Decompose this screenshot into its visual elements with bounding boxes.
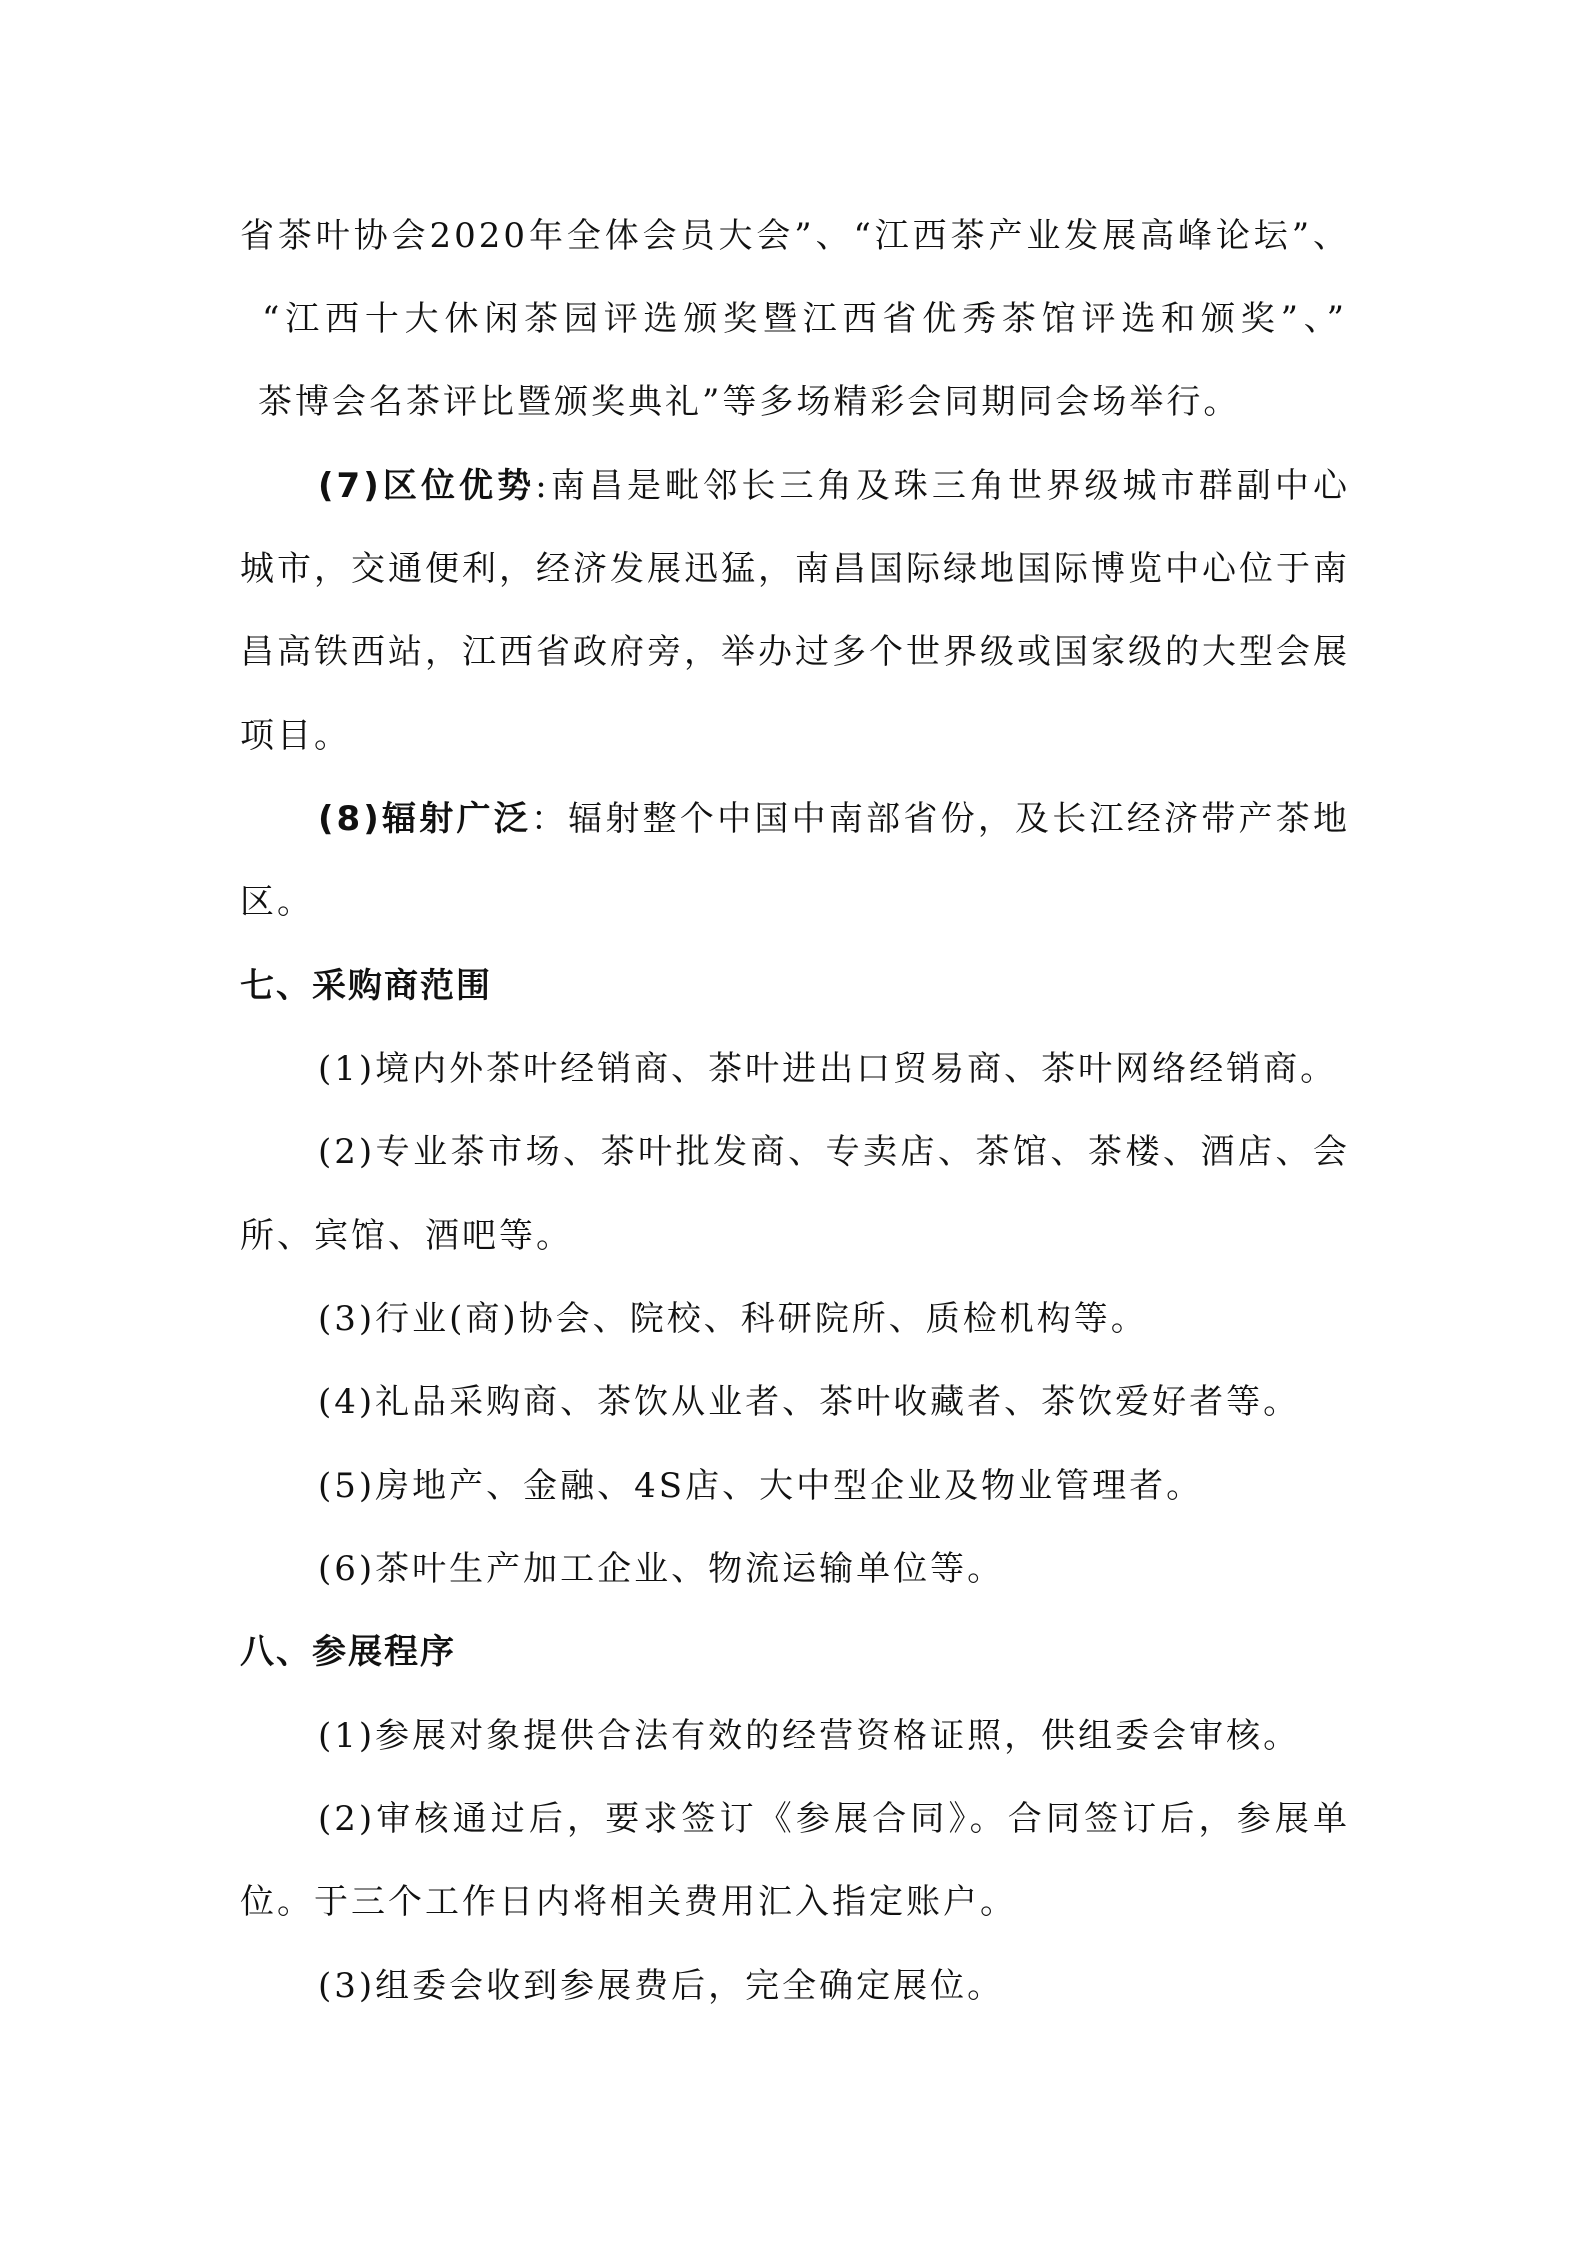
item-7-line: [318, 461, 1350, 511]
list-item: (2)审核通过后，要求签订《参展合同》。合同签订后，参展单: [318, 1799, 1350, 1839]
item-8-line: [318, 794, 1350, 844]
list-item: (3)行业(商)协会、院校、科研院所、质检机构等。: [318, 1299, 1148, 1339]
item-8-text: ：辐射整个中国中南部省份，及长江经济带产茶地: [530, 799, 1350, 839]
list-item: (1)境内外茶叶经销商、茶叶进出口贸易商、茶叶网络经销商。: [318, 1049, 1338, 1089]
item-7-label: (7)区位优势: [318, 466, 536, 506]
paragraph-line: 区。: [240, 882, 314, 922]
paragraph-line: 项目。: [240, 716, 351, 756]
list-item: (4)礼品采购商、茶饮从业者、茶叶收藏者、茶饮爱好者等。: [318, 1382, 1301, 1422]
item-7-text: :南昌是毗邻长三角及珠三角世界级城市群副中心: [535, 466, 1350, 506]
paragraph-line: 茶博会名茶评比暨颁奖典礼”等多场精彩会同期同会场举行。: [258, 382, 1241, 422]
list-item: (1)参展对象提供合法有效的经营资格证照，供组委会审核。: [318, 1716, 1301, 1756]
paragraph-line: 昌高铁西站，江西省政府旁，举办过多个世界级或国家级的大型会展: [240, 632, 1350, 672]
section-8-title: 八、参展程序: [240, 1632, 456, 1672]
list-item: (6)茶叶生产加工企业、物流运输单位等。: [318, 1549, 1005, 1589]
paragraph-line: “江西十大休闲茶园评选颁奖暨江西省优秀茶馆评选和颁奖”、”: [262, 299, 1347, 339]
list-item: (2)专业茶市场、茶叶批发商、专卖店、茶馆、茶楼、酒店、会: [318, 1132, 1350, 1172]
item-8-label: (8)辐射广泛: [318, 799, 531, 839]
section-7-title: 七、采购商范围: [240, 966, 492, 1006]
list-item: (3)组委会收到参展费后，完全确定展位。: [318, 1966, 1005, 2006]
paragraph-line: 省茶叶协会2020年全体会员大会”、“江西茶产业发展高峰论坛”、: [240, 216, 1350, 256]
paragraph-line: 城市，交通便利，经济发展迅猛，南昌国际绿地国际博览中心位于南: [240, 549, 1350, 589]
list-item-continuation: 位。于三个工作日内将相关费用汇入指定账户。: [240, 1882, 1017, 1922]
list-item-continuation: 所、宾馆、酒吧等。: [240, 1216, 573, 1256]
list-item: (5)房地产、金融、4S店、大中型企业及物业管理者。: [318, 1466, 1204, 1506]
